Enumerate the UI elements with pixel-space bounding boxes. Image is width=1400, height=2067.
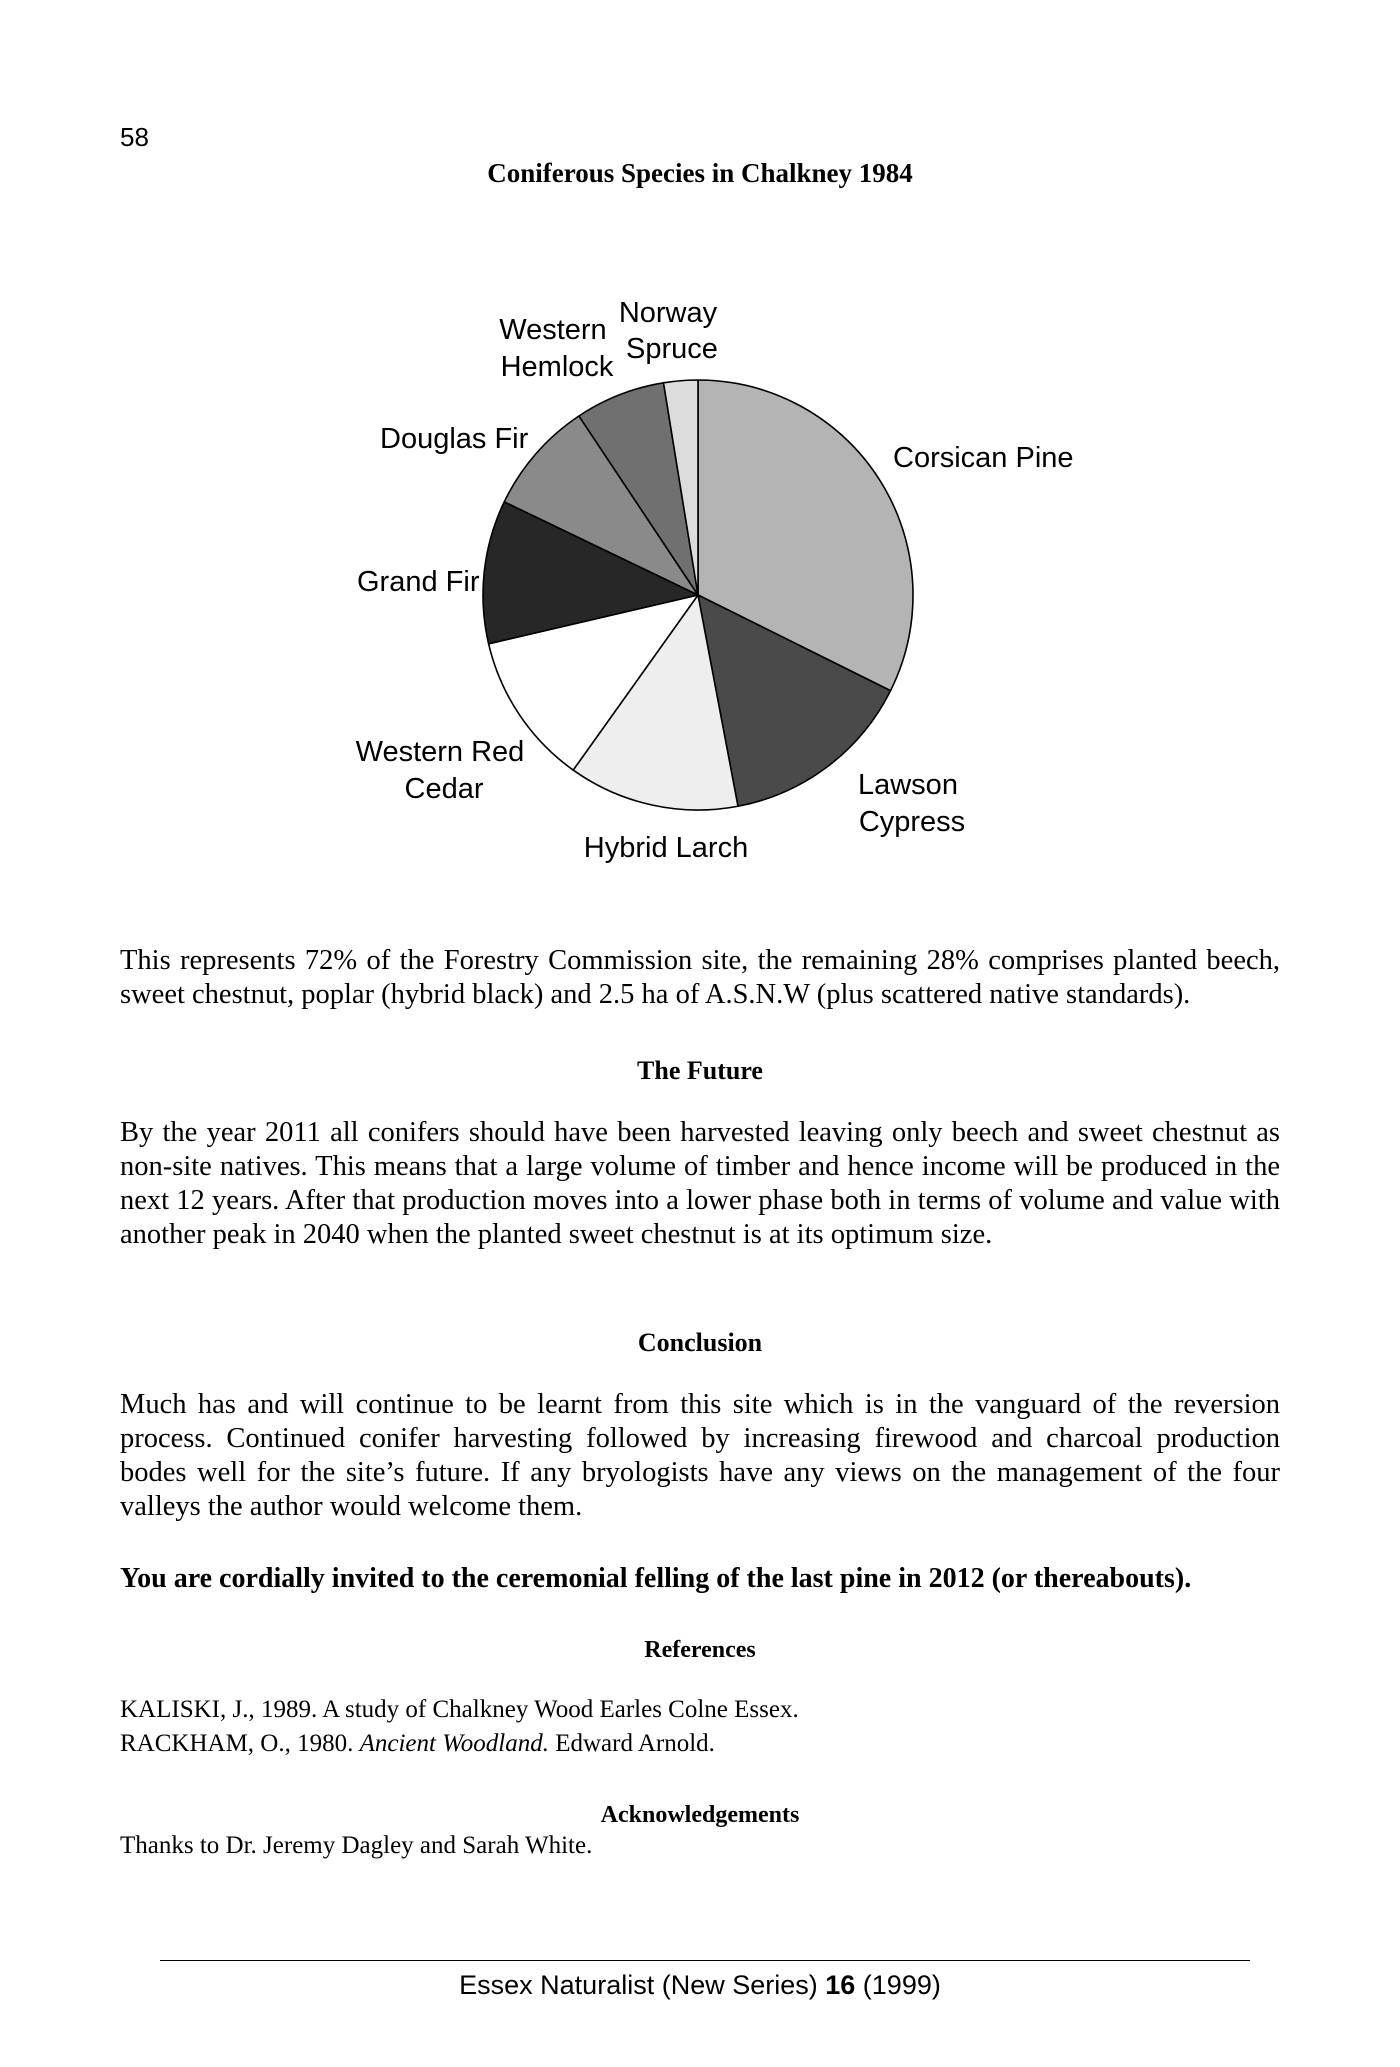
pie-label-western-red-cedar: Western Red Cedar bbox=[355, 736, 525, 805]
footer-journal: Essex Naturalist (New Series) bbox=[459, 1970, 826, 2000]
acknowledgements-heading: Acknowledgements bbox=[600, 1802, 800, 1828]
acknowledgements-text: Thanks to Dr. Jeremy Dagley and Sarah White. bbox=[120, 1832, 593, 1859]
future-paragraph: By the year 2011 all conifers should have been harvested leaving only beech and sweet chestnut as non-site natives. This means that a large volume of timber and hence income will be produced in the next 12 years. After that production moves into a lower phase both in terms of volume and value with another peak in 2040 when the planted sweet chestnut is at its optimum size. bbox=[120, 1117, 1280, 1250]
references-heading: References bbox=[644, 1637, 756, 1663]
pie-label-corsican-pine: Corsican Pine bbox=[893, 442, 1074, 474]
reference-authors: RACKHAM, O., 1980. bbox=[120, 1730, 360, 1757]
footer-rule bbox=[160, 1960, 1250, 1961]
pie-label-western-hemlock: Western Hemlock bbox=[499, 314, 614, 383]
reference-publisher: Edward Arnold. bbox=[548, 1730, 715, 1757]
conclusion-paragraph: Much has and will continue to be learnt from this site which is in the vanguard of the reversion process. Continued conifer harvesting followed by increasing firewood and charcoal production bodes well for the site’s future. If any bryologists have any views on the management of the four valleys the author would welcome them. bbox=[120, 1389, 1280, 1522]
reference-book-title: Ancient Woodland. bbox=[359, 1730, 549, 1757]
pie-label-norway-spruce: Norway Spruce bbox=[618, 297, 718, 365]
reference-item: KALISKI, J., 1989. A study of Chalkney Wood Earles Colne Essex. bbox=[120, 1696, 799, 1723]
pie-label-hybrid-larch: Hybrid Larch bbox=[583, 832, 749, 864]
footer bbox=[0, 1970, 1400, 2001]
invitation-text: You are cordially invited to the ceremonial felling of the last pine in 2012 (or thereabouts). bbox=[120, 1563, 1192, 1594]
footer-volume: 16 bbox=[825, 1970, 856, 2000]
pie-label-lawson-cypress: Lawson Cypress bbox=[857, 769, 966, 838]
intro-paragraph: This represents 72% of the Forestry Commission site, the remaining 28% comprises planted beech, sweet chestnut, poplar (hybrid black) and 2.5 ha of A.S.N.W (plus scattered native standards). bbox=[120, 945, 1280, 1010]
reference-item bbox=[120, 1727, 715, 1761]
page-number: 58 bbox=[120, 122, 149, 152]
future-heading: The Future bbox=[637, 1056, 763, 1085]
chart-title: Coniferous Species in Chalkney 1984 bbox=[487, 158, 913, 188]
pie-chart bbox=[0, 0, 1400, 900]
pie-label-douglas-fir: Douglas Fir bbox=[380, 423, 529, 455]
conclusion-heading: Conclusion bbox=[637, 1328, 763, 1357]
footer-year: (1999) bbox=[855, 1970, 941, 2000]
pie-label-grand-fir: Grand Fir bbox=[357, 566, 480, 598]
